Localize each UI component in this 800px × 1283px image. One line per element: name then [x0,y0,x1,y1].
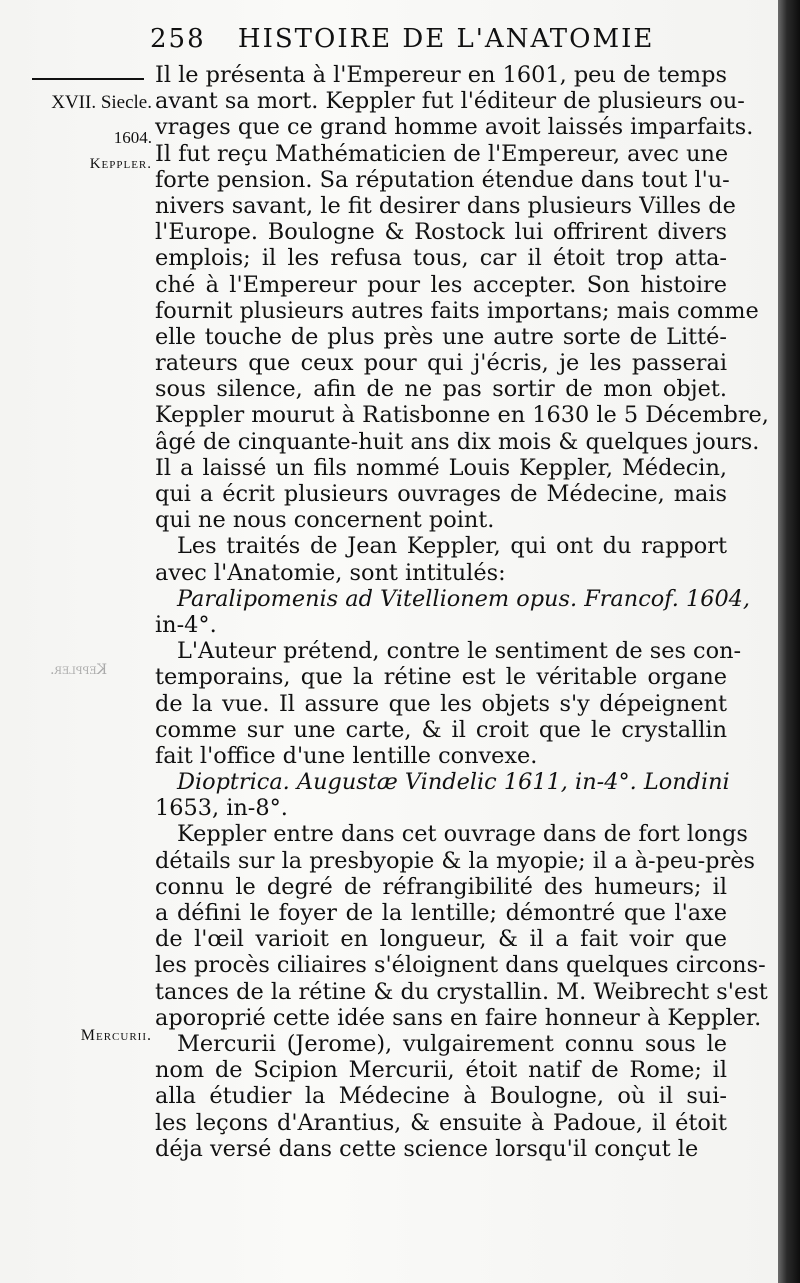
show-through-text: Keppler. [50,662,108,678]
margin-note-keppler: Keppler. [89,156,152,172]
text-line: fait l'office d'une lentille convexe. [155,742,538,769]
text-line: Il a laissé un fils nommé Louis Keppler, Médecin, [155,454,727,481]
text-line: avant sa mort. Keppler fut l'éditeur de plusieurs ou- [155,88,745,115]
margin-note-century: XVII. Siecle. [51,92,152,113]
margin-note-year: 1604. [113,128,152,147]
text-line: elle touche de plus près une autre sorte de Litté- [155,323,727,350]
text-line: de l'œil varioit en longueur, & il a fait voir que [155,926,727,953]
text-line: sous silence, afin de ne pas sortir de mon objet. [155,376,727,403]
text-line: Paralipomenis ad Vitellionem opus. Francof. 1604, [177,585,751,612]
text-line: ché à l'Empereur pour les accepter. Son histoire [155,271,727,298]
text-line: déja versé dans cette science lorsqu'il conçut le [155,1135,699,1162]
text-line: connu le degré de réfrangibilité des humeurs; il [155,873,727,900]
text-line: Mercurii (Jerome), vulgairement connu sous le [177,1030,727,1057]
text-line: Keppler mourut à Ratisbonne en 1630 le 5 Décembre, [155,402,769,429]
text-line: Il le présenta à l'Empereur en 1601, peu de temps [155,62,727,88]
text-line: Keppler entre dans cet ouvrage dans de fort longs [177,821,748,848]
text-line: alla étudier la Médecine à Boulogne, où il sui- [155,1083,727,1110]
text-line: fournit plusieurs autres faits importans; mais comme [155,297,759,324]
text-line: âgé de cinquante-huit ans dix mois & quelques jours. [155,428,760,455]
text-line: les procès ciliaires s'éloignent dans quelques circons- [155,952,766,979]
text-line: Dioptrica. Augustæ Vindelic 1611, in-4°. Londini [177,769,730,796]
text-line: qui a écrit plusieurs ouvrages de Médecine, mais [155,481,727,507]
text-line: L'Auteur prétend, contre le sentiment de ses con- [177,638,742,665]
margin-note-mercurii: Mercurii. [80,1027,152,1044]
text-line: nom de Scipion Mercurii, étoit natif de Rome; il [155,1057,727,1084]
text-line: Il fut reçu Mathématicien de l'Empereur, avec une [155,140,729,167]
body-text [155,62,769,1162]
text-line: tances de la rétine & du crystallin. M. Weibrecht s'est [155,978,768,1005]
margin-rule [32,78,144,80]
text-line: comme sur une carte, & il croit que le crystallin [155,716,727,743]
text-line: les leçons d'Arantius, & ensuite à Padoue, il étoit [155,1109,727,1136]
running-title: HISTOIRE DE L'ANATOMIE [237,24,655,54]
text-line: Les traités de Jean Keppler, qui ont du rapport [177,533,727,560]
text-line: l'Europe. Boulogne & Rostock lui offrirent divers [155,219,727,246]
text-line: in-4°. [155,611,217,638]
page-number: 258 [150,24,206,54]
text-line: rateurs que ceux pour qui j'écris, je les passerai [155,350,727,377]
text-line: qui ne nous concernent point. [155,507,495,534]
book-spine-shadow [778,0,800,1283]
text-line: vrages que ce grand homme avoit laissés imparfaits. [155,114,754,141]
text-line: détails sur la presbyopie & la myopie; il a à-peu-près [155,847,755,874]
text-line: a défini le foyer de la lentille; démontré que l'axe [155,900,727,926]
running-head [150,24,710,54]
text-line: nivers savant, le fit desirer dans plusieurs Villes de [155,192,736,219]
text-line: aporoprié cette idée sans en faire honneur à Keppler. [155,1004,762,1031]
text-line: emplois; il les refusa tous, car il étoit trop atta- [155,245,727,272]
text-line: temporains, que la rétine est le véritable organe [155,664,727,691]
text-line: de la vue. Il assure que les objets s'y dépeignent [155,690,727,717]
text-line: avec l'Anatomie, sont intitulés: [155,559,506,586]
text-line: 1653, in-8°. [155,795,288,822]
text-line: forte pension. Sa réputation étendue dans tout l'u- [155,166,730,193]
